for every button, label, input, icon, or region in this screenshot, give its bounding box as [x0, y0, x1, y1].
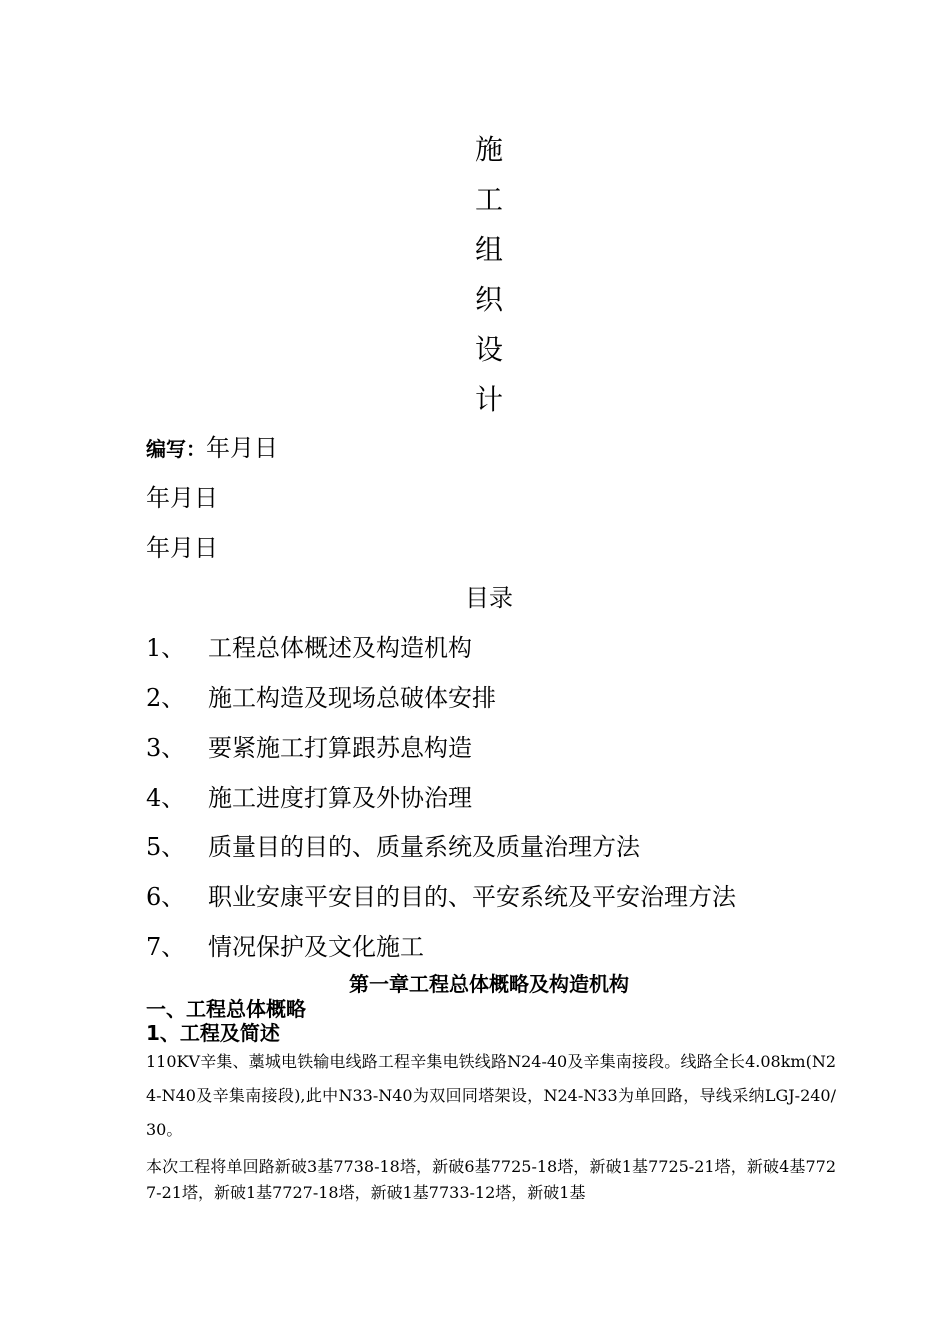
toc-item: [146, 830, 640, 864]
toc-text: 施工进度打算及外协治理: [208, 784, 472, 812]
toc-item: [146, 781, 472, 815]
toc-number: 5、: [146, 833, 186, 861]
toc-text: 职业安康平安目的目的、平安系统及平安治理方法: [208, 883, 736, 911]
toc-item: [146, 880, 736, 914]
section-heading: 一、工程总体概略: [146, 997, 306, 1021]
toc-item: [146, 930, 424, 964]
toc-title: 目录: [465, 584, 513, 612]
date-text: 年月日: [206, 434, 278, 462]
cover-title-char: 设: [474, 333, 503, 366]
toc-item: [146, 631, 472, 665]
toc-text: 施工构造及现场总破体安排: [208, 684, 496, 712]
toc-text: 情况保护及文化施工: [208, 933, 424, 961]
body-paragraph: 本次工程将单回路新破3基7738-18塔，新破6基7725-18塔，新破1基7725-21塔，新破4基7727-21塔，新破1基7727-18塔，新破1基7733-12塔，新破1基: [146, 1157, 836, 1202]
author-line: [146, 431, 278, 466]
toc-number: 4、: [146, 784, 186, 812]
subsection-heading: 1、工程及简述: [146, 1021, 280, 1045]
cover-title-char: 计: [474, 383, 503, 416]
cover-title-char: 组: [474, 233, 503, 266]
cover-title-char: 工: [474, 183, 503, 216]
toc-text: 质量目的目的、质量系统及质量治理方法: [208, 833, 640, 861]
toc-item: [146, 731, 472, 765]
toc-number: 3、: [146, 734, 186, 762]
toc-number: 6、: [146, 883, 186, 911]
cover-title-char: 施: [474, 133, 503, 166]
author-label: 编写：: [146, 437, 206, 461]
toc-number: 7、: [146, 933, 186, 961]
toc-text: 工程总体概述及构造机构: [208, 634, 472, 662]
toc-number: 2、: [146, 684, 186, 712]
toc-text: 要紧施工打算跟苏息构造: [208, 734, 472, 762]
date-line: 年月日: [146, 484, 218, 512]
date-line: 年月日: [146, 534, 218, 562]
toc-number: 1、: [146, 634, 186, 662]
cover-title-char: 织: [474, 283, 503, 316]
chapter-title: 第一章工程总体概略及构造机构: [349, 972, 629, 996]
body-paragraph: 110KV辛集、藁城电铁输电线路工程辛集电铁线路N24-40及辛集南接段。线路全长4.08km(N24-N40及辛集南接段),此中N33-N40为双回同塔架设，N24-N33为单回路，导线采纳LGJ-240/30。: [146, 1052, 836, 1139]
toc-item: [146, 681, 496, 715]
